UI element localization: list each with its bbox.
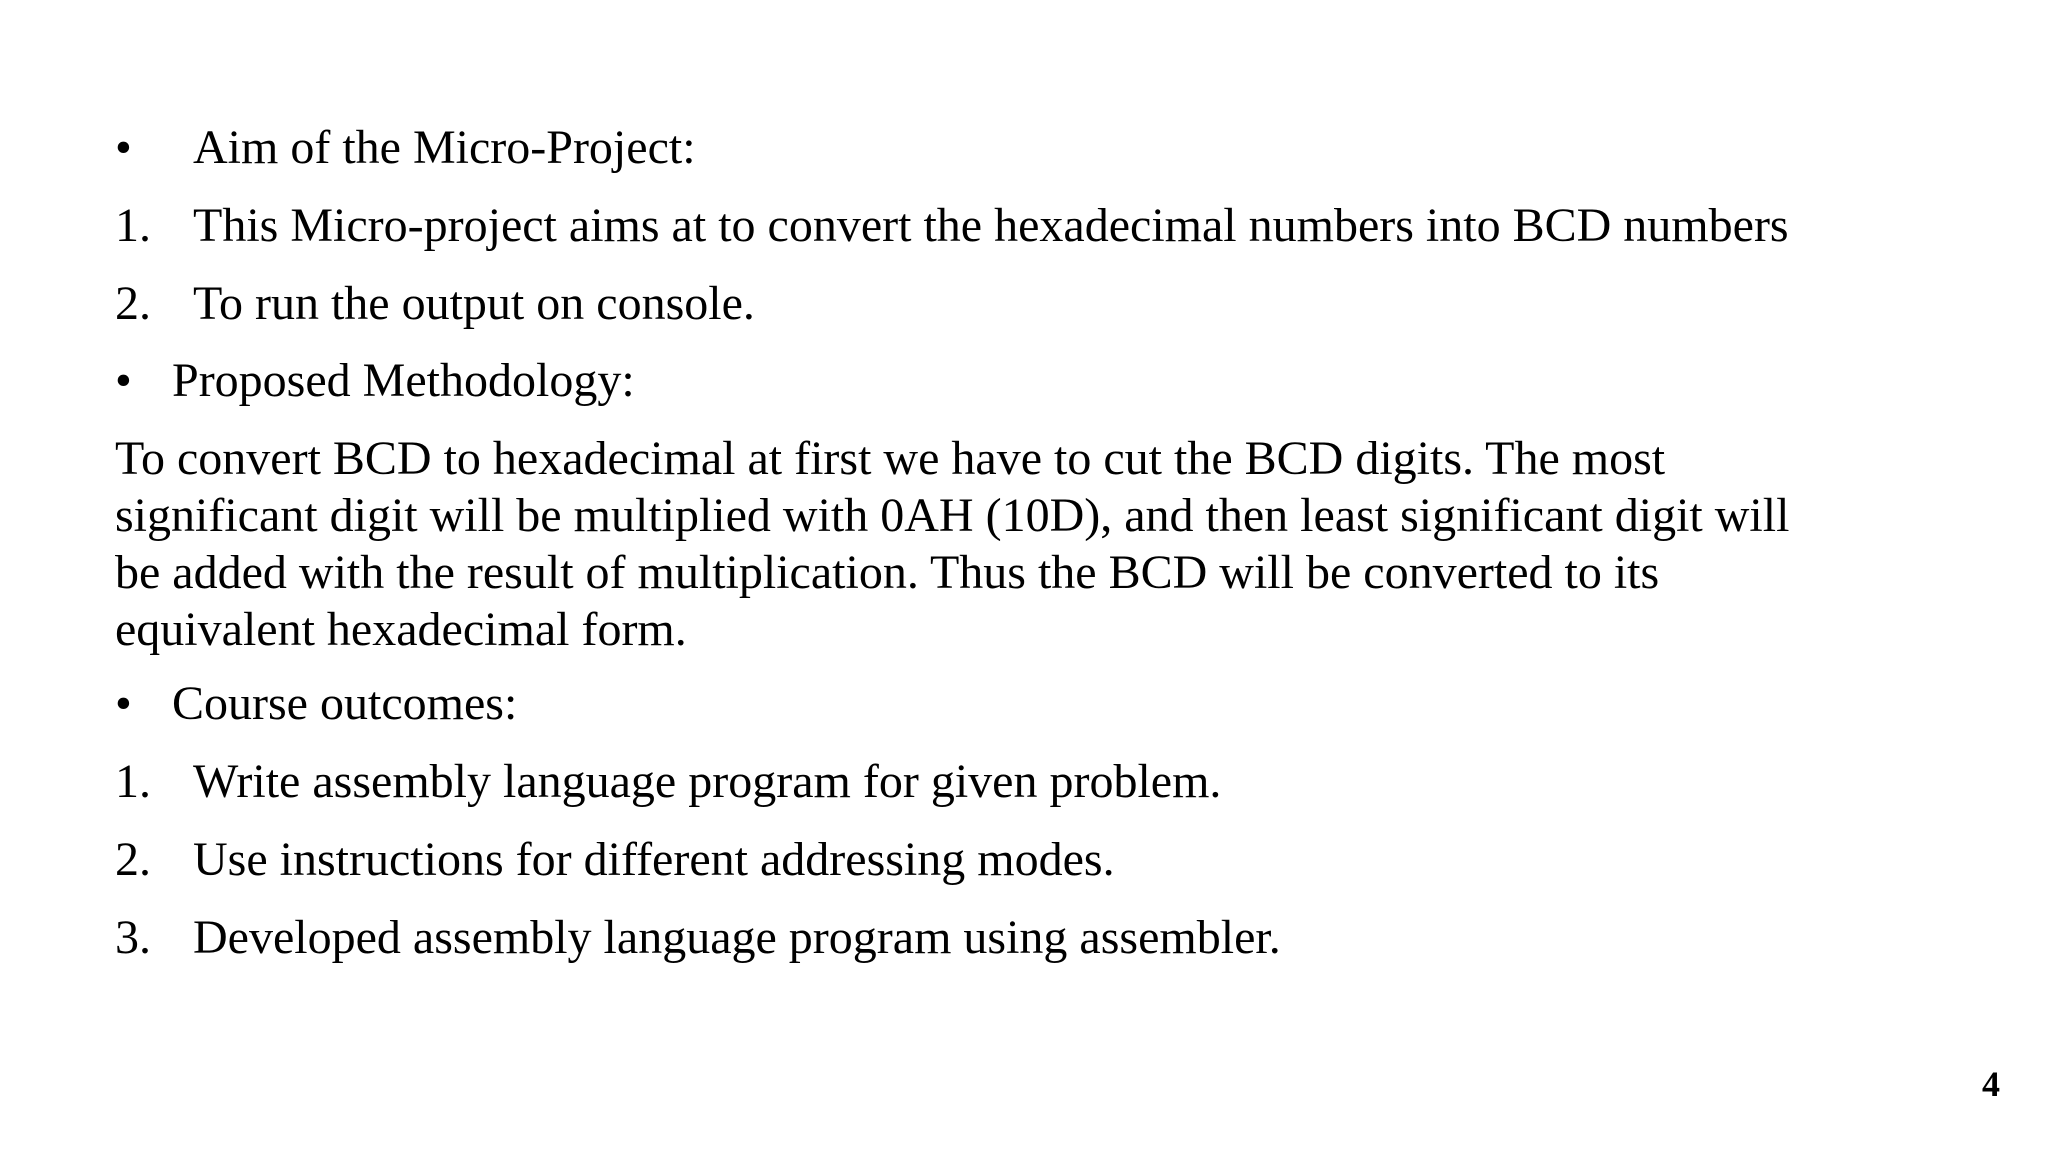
outcome-item-3-text: Developed assembly language program using assembler. xyxy=(193,911,1281,964)
list-number: 1. xyxy=(115,755,151,808)
outcome-item-1-text: Write assembly language program for given problem. xyxy=(193,755,1222,808)
course-outcomes-heading: Course outcomes: xyxy=(172,677,518,730)
page-number: 4 xyxy=(1982,1064,2000,1104)
outcome-item-2-text: Use instructions for different addressing modes. xyxy=(193,833,1115,886)
aim-heading: Aim of the Micro-Project: xyxy=(193,121,696,174)
list-number: 2. xyxy=(115,277,151,330)
bullet-marker: • xyxy=(115,354,132,407)
methodology-paragraph: To convert BCD to hexadecimal at first we have to cut the BCD digits. The most significant digit will be multiplied with 0AH (10D), and then least significant digit will be added with the result of multiplication. Thus the BCD will be converted to its equivalent hexadecimal form. xyxy=(115,432,1790,656)
list-number: 2. xyxy=(115,833,151,886)
list-number: 3. xyxy=(115,911,151,964)
aim-item-2-text: To run the output on console. xyxy=(193,277,755,330)
aim-item-1-text: This Micro-project aims at to convert the hexadecimal numbers into BCD numbers xyxy=(193,199,1789,252)
list-number: 1. xyxy=(115,199,151,252)
bullet-marker: • xyxy=(115,121,132,174)
methodology-heading: Proposed Methodology: xyxy=(172,354,635,407)
bullet-marker: • xyxy=(115,677,132,730)
